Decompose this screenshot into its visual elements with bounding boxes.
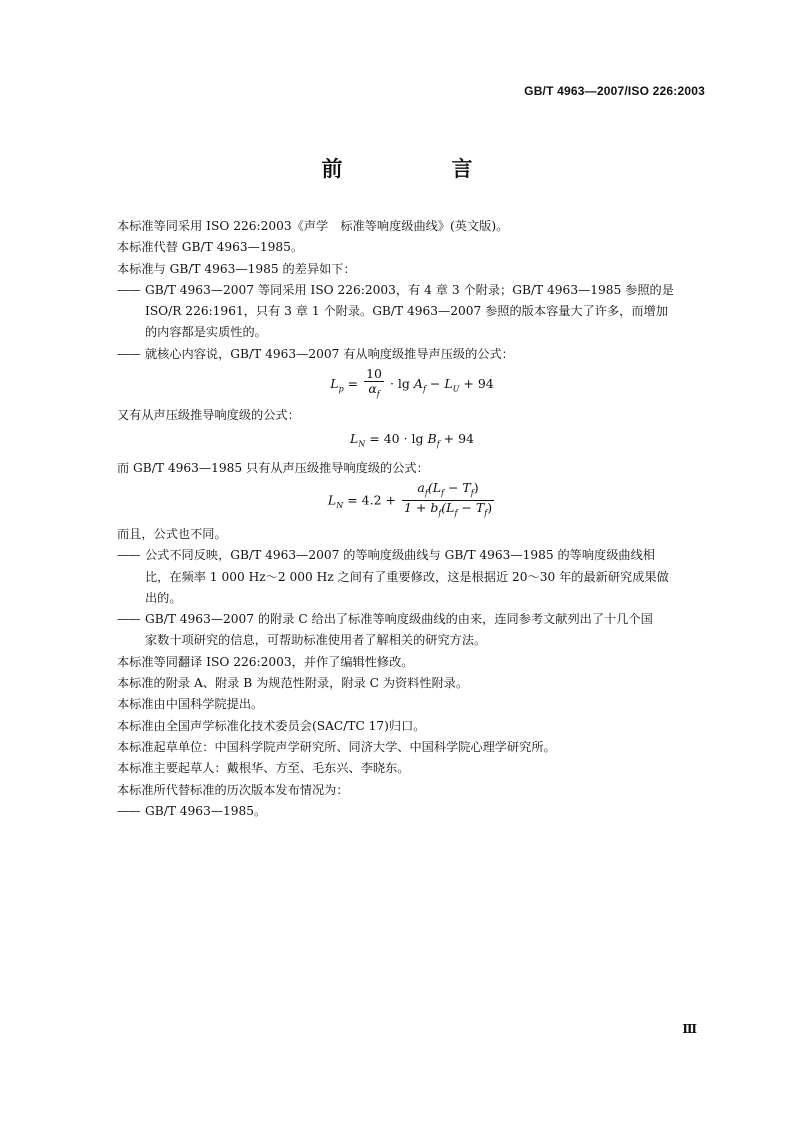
list-item-line: 公式不同反映，GB/T 4963—2007 的等响度级曲线与 GB/T 4963—1985 的等响度级曲线相 (145, 548, 655, 563)
formula-ln-old: $L_N = 4.2$ + $\frac{a_f(L_f - T_f)}{1 + b_f(L_f - T_f)}$ (117, 481, 707, 521)
list-item-line: GB/T 4963—2007 等同采用 ISO 226:2003，有 4 章 3 个附录；GB/T 4963—1985 参照的是 (145, 282, 674, 297)
list-item-line: GB/T 4963—2007 的附录 C 给出了标准等响度级曲线的由来，连同参考文献列出了十几个国 (145, 612, 653, 627)
dash-marker: —— (117, 803, 140, 818)
list-item (117, 344, 707, 365)
list-item-line: 家数十项研究的信息，可帮助标准使用者了解相关的研究方法。 (145, 633, 487, 648)
page-number: Ⅲ (682, 1022, 697, 1036)
list-item (117, 280, 707, 344)
list-item (117, 545, 707, 609)
paragraph: 又有从声压级推导响度级的公式： (117, 407, 300, 422)
foreword-body (117, 216, 707, 822)
paragraph: 本标准的附录 A、附录 B 为规范性附录，附录 C 为资料性附录。 (117, 676, 469, 691)
paragraph: 本标准主要起草人：戴根华、方至、毛东兴、李晓东。 (117, 761, 410, 776)
paragraph: 而且，公式也不同。 (117, 526, 227, 541)
formula-ln-new: $L_N = 40 \cdot \lg B_f + 94$ (349, 430, 475, 449)
paragraph: 本标准由全国声学标准化技术委员会(SAC/TC 17)归口。 (117, 718, 426, 733)
formula-lp: $L_p$ = $\frac{10}{\alpha_f}$ · $\lg A_f - L_U + 94$ (117, 367, 707, 402)
paragraph: 本标准代替 GB/T 4963—1985。 (117, 240, 304, 255)
list-item (117, 609, 707, 652)
list-item-line: ISO/R 226:1961，只有 3 章 1 个附录。GB/T 4963—2007 参照的版本容量大了许多，而增加 (145, 304, 668, 319)
paragraph: 本标准起草单位：中国科学院声学研究所、同济大学、中国科学院心理学研究所。 (117, 739, 556, 754)
paragraph: 本标准所代替标准的历次版本发布情况为： (117, 782, 349, 797)
list-item (117, 801, 707, 822)
list-item-line: 比，在频率 1 000 Hz～2 000 Hz 之间有了重要修改，这是根据近 20～30 年的最新研究成果做 (145, 569, 669, 584)
list-item-line: 的内容都是实质性的。 (145, 325, 267, 340)
paragraph: 本标准由中国科学院提出。 (117, 697, 264, 712)
page-title: 前 言 (321, 156, 517, 181)
paragraph: 本标准等同翻译 ISO 226:2003，并作了编辑性修改。 (117, 654, 414, 669)
dash-marker: —— (117, 346, 140, 361)
paragraph: 本标准与 GB/T 4963—1985 的差异如下： (117, 261, 356, 276)
dash-marker: —— (117, 612, 140, 627)
dash-marker: —— (117, 282, 140, 297)
list-item-line: GB/T 4963—1985。 (145, 803, 267, 818)
paragraph: 本标准等同采用 ISO 226:2003《声学 标准等响度级曲线》(英文版)。 (117, 219, 509, 233)
standard-code-header: GB/T 4963—2007/ISO 226:2003 (524, 84, 705, 98)
list-item-line: 就核心内容说，GB/T 4963—2007 有从响度级推导声压级的公式： (145, 346, 514, 361)
paragraph: 而 GB/T 4963—1985 只有从声压级推导响度级的公式： (117, 460, 429, 475)
list-item-line: 出的。 (145, 590, 182, 605)
fraction: $\frac{10}{\alpha_f}$ (366, 366, 383, 399)
dash-marker: —— (117, 548, 140, 563)
fraction: $\frac{a_f(L_f - T_f)}{1 + b_f(L_f - T_f)}$ (403, 479, 493, 518)
